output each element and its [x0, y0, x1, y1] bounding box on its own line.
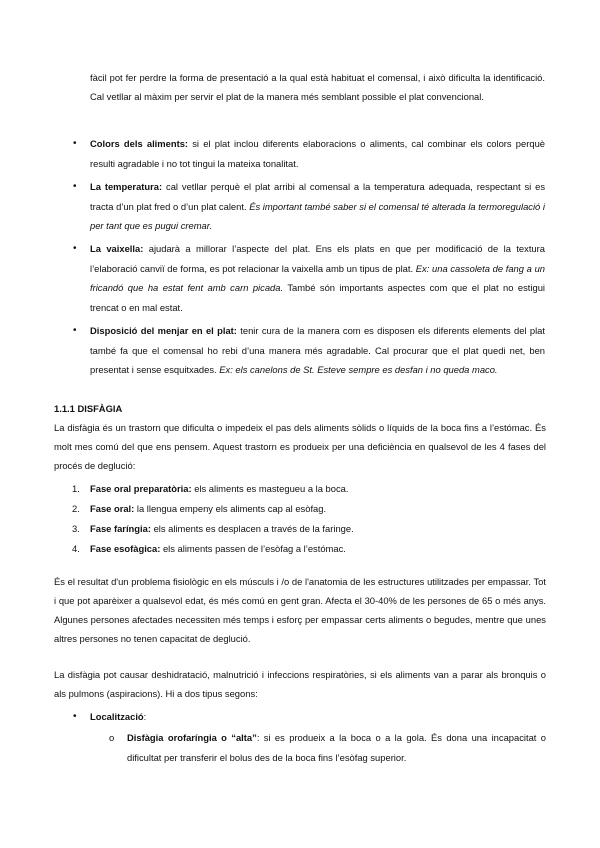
bullet-text: ajudarà a millorar l’aspecte del plat. Ens els plats en que per modificació de la textura l’elaboració canviï de forma, es pot relacionar la vaixella amb un tipus de plat.: [90, 243, 545, 274]
phase-number: 1.: [72, 483, 80, 494]
bullet-dot-icon: •: [73, 138, 77, 149]
bullet-temperature: [73, 177, 546, 236]
bullet-disposicio: [73, 321, 545, 380]
bullet-italic: Ex: una cassoleta de fang a un fricandó que ha estat fent amb carn picada.: [90, 262, 545, 293]
bullet-title: Colors dels aliments:: [90, 138, 189, 149]
bullet-vaixella: [73, 239, 545, 317]
bullet-localitzacio: [73, 707, 545, 727]
phase-text: els aliments es desplacen a través de la faringe.: [150, 523, 354, 534]
bullet-text: si el plat inclou diferents elaboracions o aliments, cal combinar els colors perquè resulti agradable i no tot tingui la mateixa tonalitat.: [90, 138, 545, 169]
phase-title: Fase esofàgica:: [90, 543, 161, 554]
phase-text: la llengua empeny els aliments cap al esòfag.: [134, 503, 327, 514]
phase-item-4: [72, 539, 346, 558]
sub-bullet-title: Disfàgia orofaríngia o “alta”: [127, 732, 257, 743]
phase-number: 4.: [72, 543, 80, 554]
paragraph-intro-disfagia: La disfàgia és un trastorn que dificulta o impedeix el pas dels aliments sòlids o líquids de la boca fins a l’estómac. És molt mes comú del que ens pensem. Aquest trastorn es produeix per una deficiència en qualsevol de les 4 fases del procés de deglució:: [54, 422, 546, 471]
sub-bullet-circle-icon: o: [109, 732, 115, 743]
phase-text: els aliments es mastegueu a la boca.: [191, 483, 349, 494]
section-heading: 1.1.1 DISFÀGIA: [54, 403, 123, 414]
bullet-text: cal vetllar perquè el plat arribi al comensal a la temperatura adequada, respectant si es tracta d’un plat fred o d’un plat calent.: [90, 181, 546, 212]
phase-item-3: [72, 519, 354, 538]
bullet-dot-icon: •: [73, 325, 77, 336]
phase-number: 2.: [72, 503, 80, 514]
bullet-dot-icon: •: [73, 243, 77, 254]
bullet-title: Disposició del menjar en el plat:: [90, 325, 237, 336]
phase-title: Fase faríngia:: [90, 523, 151, 534]
sub-bullet-text: : si es produeix a la boca o a la gola. És dona una incapacitat o dificultat per transferir el bolus des de la boca fins l’esòfag superior.: [127, 732, 546, 763]
phase-title: Fase oral:: [90, 503, 135, 514]
bullet-title: Localització: [90, 711, 144, 722]
intro-paragraph: fàcil pot fer perdre la forma de presentació a la qual està habituat el comensal, i això dificulta la identificació. Cal vetllar al màxim per servir el plat de la manera més semblant possible el plat convencional.: [90, 72, 545, 102]
bullet-colon: :: [143, 711, 147, 722]
bullet-dot-icon: •: [73, 181, 77, 192]
bullet-colors: [73, 134, 545, 173]
bullet-text: tenir cura de la manera com es disposen els diferents elements del plat també fa que el comensal ho rebi d’una manera més agradable. Cal procurar que el plat quedi net, ben presentat i sense esquitxades.: [90, 325, 545, 375]
phase-item-2: [72, 499, 327, 518]
bullet-title: La temperatura:: [90, 181, 163, 192]
bullet-text-after: També són importants aspectes com que el plat no estigui trencat o en mal estat.: [90, 282, 545, 313]
phase-number: 3.: [72, 523, 80, 534]
phase-text: els aliments passen de l’esòfag a l’estómac.: [160, 543, 346, 554]
bullet-dot-icon: •: [73, 711, 77, 722]
bullet-title: La vaixella:: [90, 243, 144, 254]
bullet-italic: És important també saber si el comensal té alterada la termoregulació i per tant que es pugui cremar.: [90, 200, 545, 231]
paragraph-physiology: És el resultat d'un problema fisiològic en els músculs i /o de l'anatomia de les estructures utilitzades per empassar. Tot i que pot aparèixer a qualsevol edat, és més comú en gent gran. Afecta el 30-40% de les persones de 65 o més anys. Algunes persones afectades necessiten més temps i esforç per empassar certs aliments o begudes, mentre que unes altres persones no tenen capacitat de deglució.: [54, 576, 546, 644]
phase-item-1: [72, 479, 349, 498]
paragraph-consequences: La disfàgia pot causar deshidratació, malnutrició i infeccions respiratòries, si els aliments van a parar als bronquis o als pulmons (aspiracions). Hi a dos tipus segons:: [54, 669, 546, 699]
phase-title: Fase oral preparatòria:: [90, 483, 192, 494]
sub-bullet-orofaringia: [109, 728, 546, 767]
bullet-italic: Ex: els canelons de St. Esteve sempre es desfan i no queda maco.: [219, 364, 498, 375]
